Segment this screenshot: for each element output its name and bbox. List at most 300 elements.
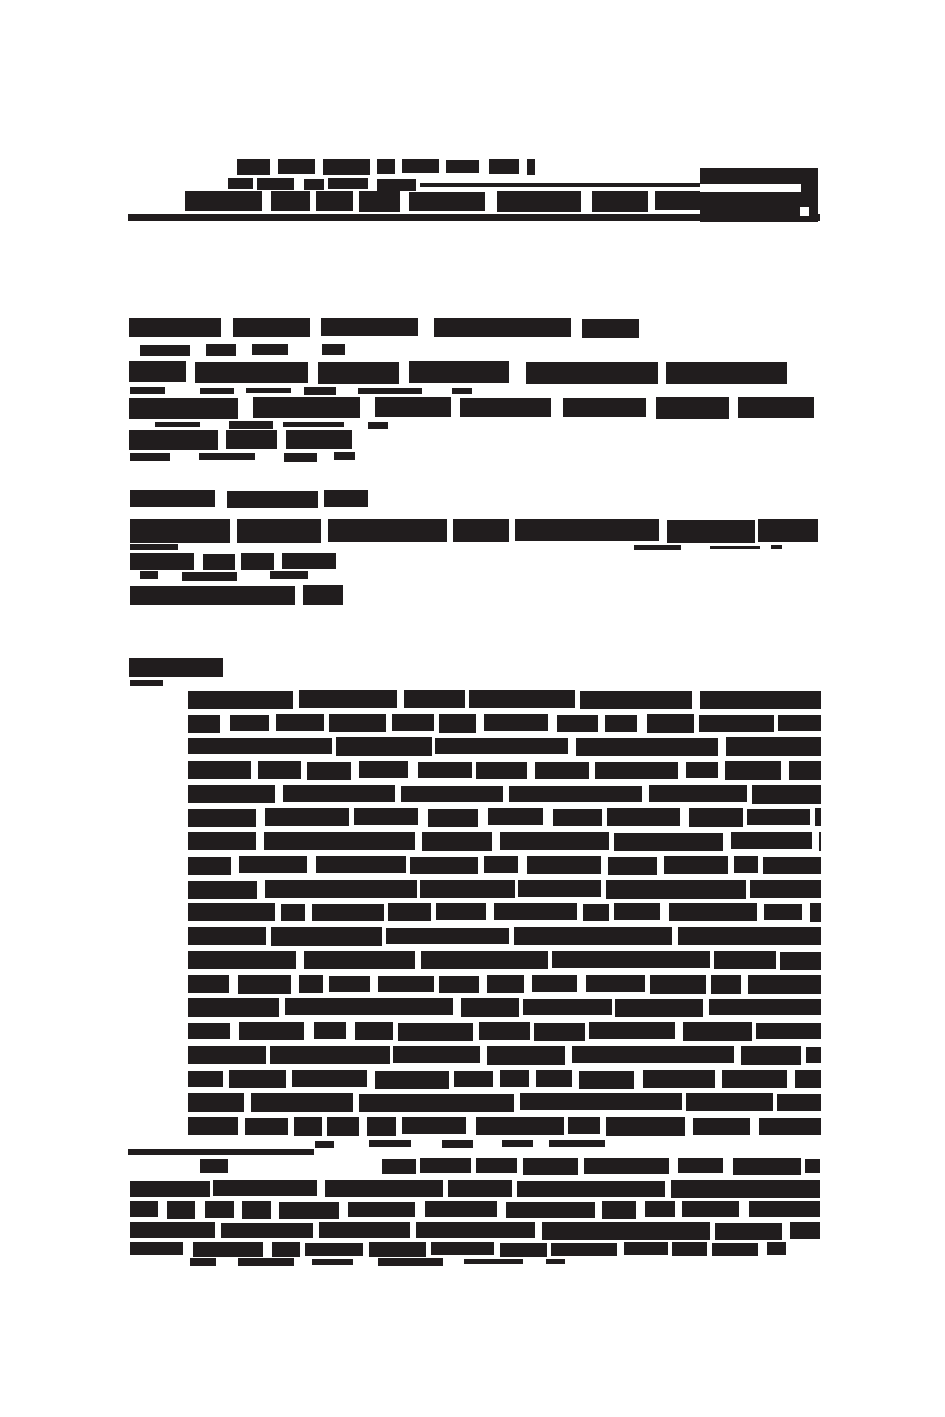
ink-mark	[615, 999, 703, 1017]
ink-mark	[584, 1158, 669, 1174]
ink-mark	[409, 361, 509, 383]
ink-mark	[130, 586, 295, 605]
ink-mark	[815, 808, 821, 826]
ink-mark	[188, 881, 257, 899]
ink-mark	[359, 1094, 515, 1112]
ink-mark	[810, 903, 821, 922]
ink-mark	[213, 1180, 318, 1196]
abstract-line-19	[188, 1117, 821, 1136]
journal-header-rule	[128, 214, 820, 221]
ink-mark	[715, 1223, 782, 1240]
ink-mark	[130, 387, 165, 394]
ink-mark	[506, 1202, 595, 1218]
title-line-1	[129, 318, 639, 338]
abstract-tail-crumbs	[315, 1140, 605, 1148]
ink-mark	[130, 1181, 210, 1197]
ink-mark	[312, 904, 384, 921]
ink-mark	[489, 159, 519, 174]
abstract-line-05	[188, 785, 821, 804]
ink-mark	[199, 453, 255, 460]
abstract-line-08	[188, 856, 821, 875]
ink-mark	[246, 388, 291, 393]
ink-mark	[129, 430, 218, 450]
ink-mark	[589, 1022, 675, 1039]
abstract-line-01	[188, 690, 821, 709]
ink-mark	[205, 1201, 234, 1218]
ink-mark	[487, 1046, 565, 1065]
abstract-line-03	[188, 737, 821, 756]
ink-mark	[316, 856, 405, 873]
ink-mark	[336, 737, 432, 756]
ink-mark	[534, 1023, 584, 1041]
ink-mark	[509, 786, 642, 802]
ink-mark	[532, 975, 577, 992]
ink-mark	[722, 1070, 787, 1088]
ink-mark	[790, 1222, 820, 1239]
ink-mark	[140, 345, 190, 356]
title-line-2	[129, 361, 787, 384]
ink-mark	[759, 1118, 821, 1135]
ink-mark	[497, 191, 581, 212]
ink-mark	[778, 715, 821, 731]
ink-mark	[607, 808, 681, 826]
abstract-line-18	[188, 1093, 821, 1112]
ink-mark	[188, 691, 293, 709]
ink-mark	[221, 1223, 313, 1238]
ink-mark	[488, 808, 543, 825]
ink-mark	[292, 1070, 367, 1087]
ink-mark	[378, 976, 433, 992]
ink-mark	[517, 1181, 665, 1197]
ink-mark	[542, 1222, 710, 1240]
ink-mark	[624, 1242, 668, 1255]
ink-mark	[454, 1071, 493, 1087]
ink-mark	[678, 1158, 723, 1173]
ink-mark	[672, 1242, 707, 1256]
ink-mark	[238, 1258, 294, 1266]
ink-mark	[763, 857, 821, 874]
ink-mark	[606, 1117, 685, 1136]
ink-mark	[734, 856, 758, 873]
ink-mark	[253, 397, 360, 418]
ink-mark	[448, 1180, 512, 1197]
ink-mark	[355, 1022, 393, 1040]
ink-mark	[422, 832, 493, 851]
ink-mark	[686, 1093, 773, 1111]
ink-mark	[568, 1117, 600, 1134]
ink-mark	[190, 1258, 216, 1266]
ink-mark	[251, 1093, 353, 1112]
ink-mark	[130, 519, 230, 543]
ink-mark	[130, 1222, 215, 1238]
ink-mark	[605, 715, 637, 732]
ink-mark	[382, 1159, 416, 1174]
ink-mark	[237, 159, 270, 175]
ink-mark	[436, 903, 486, 920]
ink-mark	[553, 809, 602, 826]
journal-header-right-block-top	[700, 168, 818, 184]
ink-mark	[602, 1201, 636, 1219]
ink-mark	[435, 738, 568, 754]
ink-mark	[579, 1071, 634, 1089]
ink-mark	[188, 998, 279, 1017]
ink-mark	[188, 1071, 223, 1087]
ink-mark	[583, 904, 609, 921]
ink-mark	[402, 1117, 465, 1134]
ink-mark	[686, 762, 718, 778]
ink-mark	[563, 398, 645, 417]
ink-mark	[664, 856, 728, 874]
ink-mark	[319, 1222, 410, 1238]
ink-mark	[129, 398, 238, 419]
ink-mark	[469, 690, 575, 708]
ink-mark	[515, 519, 660, 541]
ink-mark	[283, 422, 344, 427]
ink-mark	[667, 520, 755, 543]
ink-mark	[671, 1180, 820, 1198]
footnote-line-2	[130, 1180, 820, 1198]
ink-mark	[421, 951, 549, 969]
ink-mark	[678, 927, 821, 945]
ink-mark	[614, 833, 724, 851]
ink-mark	[233, 318, 310, 337]
ink-mark	[557, 715, 599, 732]
ink-mark	[595, 762, 677, 779]
ink-mark	[282, 553, 336, 569]
journal-header-right-notch	[800, 207, 809, 216]
ink-mark	[551, 1243, 618, 1256]
ink-mark	[749, 1201, 820, 1217]
ink-mark	[369, 1242, 427, 1257]
journal-header-right-endcap	[801, 184, 818, 192]
ink-mark	[265, 808, 348, 826]
ink-mark	[586, 975, 645, 992]
ink-mark	[241, 553, 274, 570]
title-line-4	[129, 430, 352, 450]
abstract-line-06	[188, 808, 821, 827]
ink-mark	[572, 1046, 734, 1063]
ink-mark	[527, 856, 602, 874]
ink-mark	[226, 430, 276, 449]
footnote-separator	[128, 1149, 314, 1155]
ink-mark	[752, 785, 821, 804]
ink-mark	[203, 554, 235, 570]
ink-mark	[549, 1140, 605, 1147]
ink-mark	[647, 714, 694, 733]
author-name	[130, 490, 368, 509]
abstract-heading-crumb	[130, 680, 163, 686]
ink-mark	[494, 903, 577, 920]
ink-mark	[425, 1201, 497, 1217]
ink-mark	[592, 191, 648, 212]
ink-mark	[416, 1222, 535, 1238]
affiliation-crumb-right	[634, 545, 782, 551]
ink-mark	[819, 832, 821, 851]
ink-mark	[304, 951, 415, 969]
ink-mark	[476, 1158, 518, 1173]
ink-mark	[650, 975, 707, 994]
ink-mark	[188, 761, 251, 779]
ink-mark	[409, 192, 485, 211]
ink-mark	[709, 999, 821, 1015]
ink-mark	[608, 857, 658, 875]
ink-mark	[725, 761, 781, 780]
ink-mark	[321, 318, 418, 336]
ink-mark	[304, 179, 324, 190]
ink-mark	[227, 491, 318, 508]
ink-mark	[188, 951, 296, 969]
ink-mark	[731, 832, 812, 849]
ink-mark	[279, 1202, 338, 1219]
abstract-line-07	[188, 832, 821, 851]
ink-mark	[401, 786, 504, 802]
ink-mark	[452, 388, 472, 394]
ink-mark	[299, 975, 323, 993]
ink-mark	[304, 387, 336, 395]
ink-mark	[428, 809, 478, 827]
ink-mark	[500, 832, 609, 850]
ink-mark	[367, 1117, 396, 1136]
ink-mark	[402, 159, 439, 173]
abstract-line-14	[188, 998, 821, 1017]
ink-mark	[712, 1243, 758, 1256]
ink-mark	[764, 904, 802, 920]
ink-mark	[369, 1140, 410, 1147]
ink-mark	[726, 737, 821, 756]
ink-mark	[188, 975, 229, 993]
ink-mark	[536, 1070, 572, 1087]
ink-mark	[129, 361, 186, 382]
ink-mark	[286, 430, 352, 449]
ink-mark	[714, 951, 776, 969]
ink-mark	[299, 690, 397, 708]
ink-mark	[580, 691, 693, 709]
ink-mark	[265, 880, 417, 898]
ink-mark	[185, 191, 262, 211]
abstract-line-12	[188, 951, 821, 970]
ink-mark	[307, 762, 351, 780]
ink-mark	[239, 856, 307, 873]
ink-mark	[398, 1023, 472, 1041]
ink-mark	[487, 975, 523, 993]
ink-mark	[767, 1242, 786, 1255]
ink-mark	[206, 344, 236, 356]
title-line-3	[129, 397, 814, 419]
ink-mark	[252, 344, 289, 355]
abstract-line-13	[188, 975, 821, 994]
ink-mark	[155, 422, 200, 427]
ink-mark	[278, 159, 315, 174]
ink-mark	[484, 714, 549, 731]
ink-mark	[130, 490, 215, 507]
journal-header-thin-rule	[420, 183, 700, 187]
title-line-4-crumbs	[130, 452, 355, 462]
ink-mark	[523, 1158, 578, 1175]
ink-mark	[576, 738, 718, 756]
ink-mark	[130, 553, 194, 570]
ink-mark	[188, 809, 256, 827]
ink-mark	[669, 903, 758, 921]
ink-mark	[614, 903, 660, 920]
ink-mark	[464, 1259, 523, 1264]
ink-mark	[315, 1141, 334, 1148]
title-line-1-crumbs	[140, 344, 345, 356]
ink-mark	[228, 178, 253, 189]
ink-mark	[229, 1070, 285, 1088]
ink-mark	[420, 1158, 471, 1173]
ink-mark	[758, 519, 818, 542]
abstract-line-09	[188, 880, 821, 899]
ink-mark	[479, 1022, 530, 1040]
ink-mark	[305, 1243, 362, 1256]
ink-mark	[328, 178, 368, 189]
ink-mark	[789, 761, 821, 780]
ink-mark	[318, 362, 399, 384]
ink-mark	[242, 1201, 271, 1219]
ink-mark	[747, 809, 810, 825]
ink-mark	[129, 318, 221, 337]
ink-mark	[514, 927, 672, 945]
ink-mark	[682, 1201, 739, 1217]
ink-mark	[546, 1259, 565, 1264]
ink-mark	[130, 453, 170, 461]
ink-mark	[523, 999, 612, 1015]
ink-mark	[535, 762, 589, 779]
ink-mark	[316, 191, 353, 211]
ink-mark	[312, 1259, 353, 1265]
ink-mark	[328, 519, 447, 542]
ink-mark	[442, 1140, 473, 1148]
ink-mark	[359, 761, 408, 778]
ink-mark	[368, 422, 388, 429]
ink-mark	[285, 998, 453, 1015]
ink-mark	[283, 785, 396, 802]
ink-mark	[188, 785, 275, 803]
ink-mark	[410, 857, 478, 874]
ink-mark	[188, 832, 256, 850]
ink-mark	[699, 715, 774, 732]
ink-mark	[656, 397, 729, 419]
ink-mark	[439, 976, 479, 993]
ink-mark	[386, 928, 510, 944]
ink-mark	[771, 545, 782, 549]
ink-mark	[258, 761, 302, 779]
ink-mark	[334, 452, 355, 460]
ink-mark	[281, 904, 305, 921]
ink-mark	[780, 952, 821, 970]
ink-mark	[750, 880, 821, 898]
ink-mark	[683, 1022, 753, 1041]
ink-mark	[377, 159, 394, 174]
ink-mark	[404, 690, 465, 708]
ink-mark	[666, 362, 786, 384]
ink-mark	[188, 715, 220, 733]
journal-header-line-1	[237, 159, 535, 175]
ink-mark	[388, 903, 431, 921]
ink-mark	[237, 519, 321, 543]
ink-mark	[431, 1242, 494, 1255]
ink-mark	[748, 975, 821, 994]
ink-mark	[188, 1093, 244, 1112]
ink-mark	[710, 546, 760, 549]
footnote-line-5	[130, 1242, 786, 1257]
ink-mark	[167, 1201, 195, 1219]
ink-mark	[329, 714, 385, 732]
ink-mark	[303, 585, 343, 605]
ink-mark	[129, 658, 223, 677]
affiliation-line-2	[130, 553, 336, 570]
ink-mark	[239, 1022, 304, 1040]
ink-mark	[756, 1023, 821, 1039]
ink-mark	[476, 762, 527, 779]
ink-mark	[711, 975, 742, 994]
ink-mark	[460, 398, 552, 417]
abstract-heading	[129, 658, 223, 678]
ink-mark	[795, 1070, 821, 1088]
footnote-line-1-marker	[200, 1159, 228, 1173]
ink-mark	[649, 785, 747, 802]
footnote-line-6-crumbs	[190, 1258, 572, 1266]
ink-mark	[354, 808, 418, 825]
abstract-line-02	[188, 714, 821, 733]
affiliation-line-3	[130, 585, 343, 607]
ink-mark	[453, 519, 509, 542]
ink-mark	[500, 1243, 547, 1257]
ink-mark	[188, 927, 266, 945]
ink-mark	[264, 832, 415, 850]
footnote-line-3	[130, 1201, 820, 1219]
ink-mark	[188, 903, 275, 921]
ink-mark	[230, 715, 268, 731]
ink-mark	[392, 714, 434, 731]
ink-mark	[643, 1070, 715, 1088]
ink-mark	[294, 1117, 322, 1136]
ink-mark	[238, 975, 291, 994]
ink-mark	[418, 762, 472, 778]
ink-mark	[741, 1046, 801, 1065]
ink-mark	[271, 191, 310, 211]
ink-mark	[200, 388, 233, 394]
ink-mark	[329, 976, 369, 992]
ink-mark	[520, 1093, 682, 1110]
ink-mark	[526, 362, 658, 384]
abstract-line-04	[188, 761, 821, 780]
ink-mark	[500, 1070, 528, 1087]
footnote-line-4	[130, 1222, 820, 1240]
ink-mark	[655, 191, 700, 210]
ink-mark	[738, 397, 814, 418]
ink-mark	[733, 1158, 800, 1175]
ink-mark	[806, 1047, 821, 1063]
ink-mark	[322, 344, 345, 355]
ink-mark	[420, 880, 515, 898]
ink-mark	[461, 998, 520, 1017]
ink-mark	[271, 927, 382, 946]
ink-mark	[777, 1094, 821, 1111]
title-line-2-crumbs	[130, 387, 472, 395]
ink-mark	[130, 1242, 183, 1255]
ink-mark	[527, 159, 535, 175]
ink-mark	[634, 545, 681, 550]
ink-mark	[502, 1140, 533, 1147]
ink-mark	[552, 951, 710, 968]
ink-mark	[324, 490, 368, 507]
ink-mark	[439, 714, 476, 733]
footnote-line-1	[382, 1158, 820, 1175]
ink-mark	[182, 572, 238, 581]
ink-mark	[284, 453, 316, 462]
ink-mark	[377, 179, 416, 191]
